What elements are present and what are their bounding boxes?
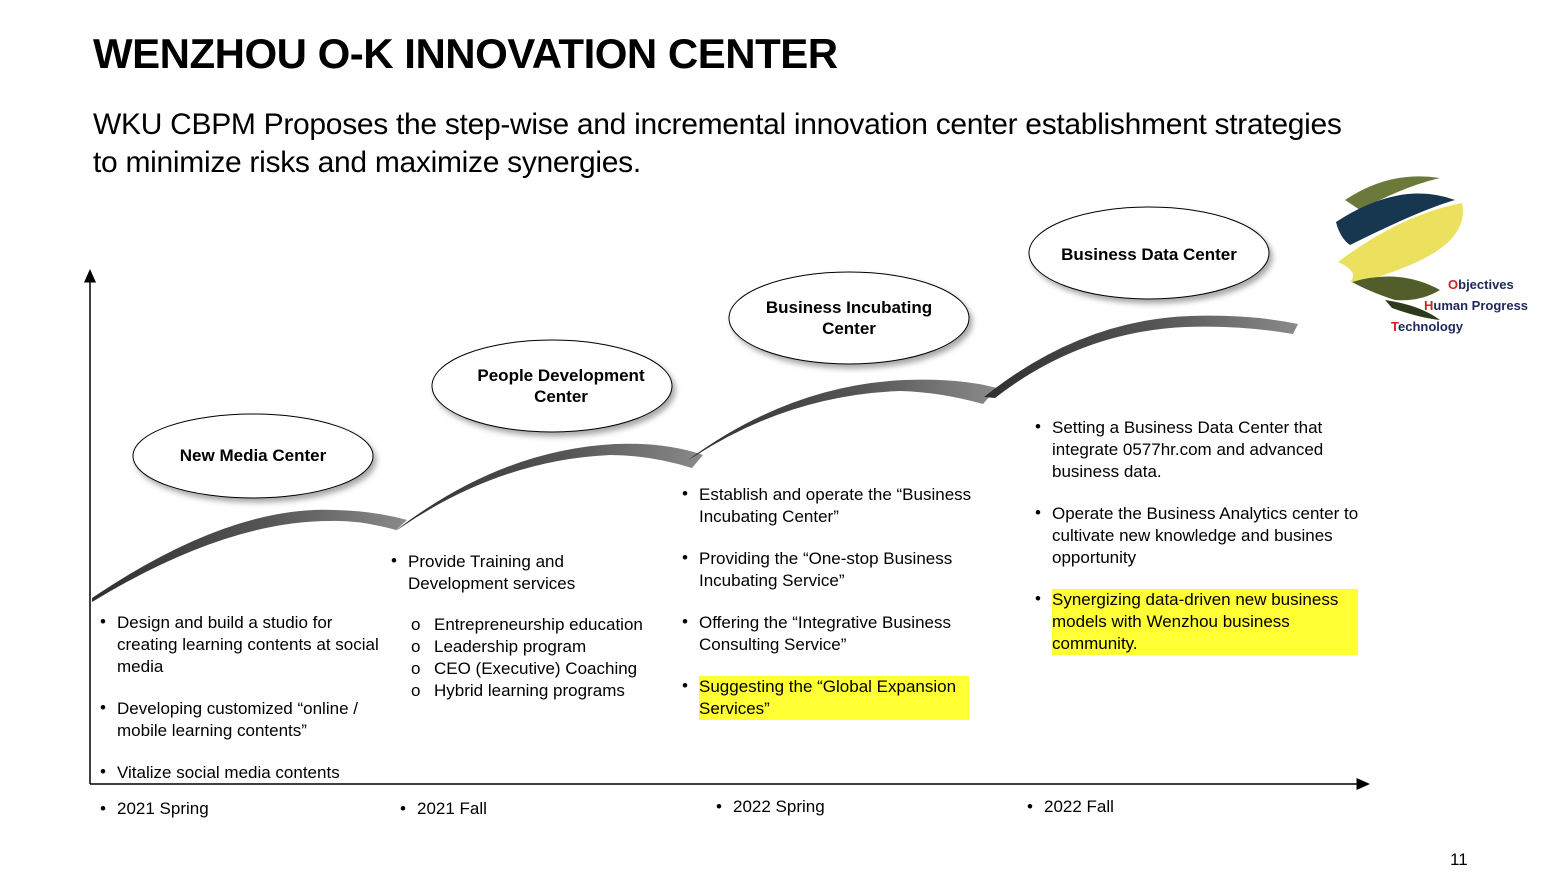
stage-3-bullets (675, 484, 995, 740)
stage-2-intro: • Provide Training and Development services (384, 551, 614, 595)
stage-2-subitem: o CEO (Executive) Coaching (408, 658, 674, 680)
growth-arc-2 (395, 444, 703, 531)
bubble-label-business-incubating: Business Incubating Center (765, 298, 933, 338)
growth-arc-4 (984, 316, 1298, 398)
period-label: • 2021 Fall (393, 799, 487, 819)
period-label: • 2022 Fall (1020, 797, 1114, 817)
stage-2-subitem: o Leadership program (408, 636, 674, 658)
stage-3-item-highlighted: • Suggesting the “Global Expansion Services” (675, 676, 995, 720)
page-number: 11 (1450, 850, 1468, 869)
bubble-label-people-development: People Development Center (477, 366, 645, 406)
stage-3-item: • Offering the “Integrative Business Consulting Service” (675, 612, 995, 656)
stage-4-item: • Setting a Business Data Center that integrate 0577hr.com and advanced business data. (1028, 417, 1352, 483)
period-label: • 2021 Spring (93, 799, 209, 819)
bubble-label-business-data: Business Data Center (1061, 244, 1237, 264)
bubble-label-new-media: New Media Center (179, 445, 327, 465)
stage-1-item: • Design and build a studio for creating learning contents at social media (93, 612, 383, 678)
stage-2-subitem: o Entrepreneurship education (408, 614, 674, 636)
period-label: • 2022 Spring (709, 797, 825, 817)
stage-4-item: • Operate the Business Analytics center to cultivate new knowledge and busines opportunity (1028, 503, 1384, 569)
stage-3-item: • Establish and operate the “Business Incubating Center” (675, 484, 995, 528)
stage-1-item: • Vitalize social media contents (93, 762, 383, 784)
stage-4-item-highlighted: • Synergizing data-driven new business models with Wenzhou business community. (1028, 589, 1384, 655)
stage-4-bullets (1028, 417, 1384, 675)
stage-1-item: • Developing customized “online / mobile learning contents” (93, 698, 383, 742)
logo-text-human-progress: Human Progress (1424, 298, 1529, 313)
growth-arc-1 (92, 510, 407, 602)
stage-3-item: • Providing the “One-stop Business Incubating Service” (675, 548, 995, 592)
slide-title: WENZHOU O-K INNOVATION CENTER (93, 30, 838, 77)
stage-2-bullets (384, 551, 674, 702)
slide-subtitle: WKU CBPM Proposes the step-wise and incremental innovation center establishment strategies to minimize risks and maximize synergies. (93, 108, 1342, 179)
logo-text-technology: Technology (1391, 319, 1463, 334)
stage-2-subitem: o Hybrid learning programs (408, 680, 674, 702)
logo-text-objectives: Objectives (1448, 277, 1514, 292)
stage-1-bullets (93, 612, 383, 804)
growth-arc-3 (688, 380, 997, 460)
